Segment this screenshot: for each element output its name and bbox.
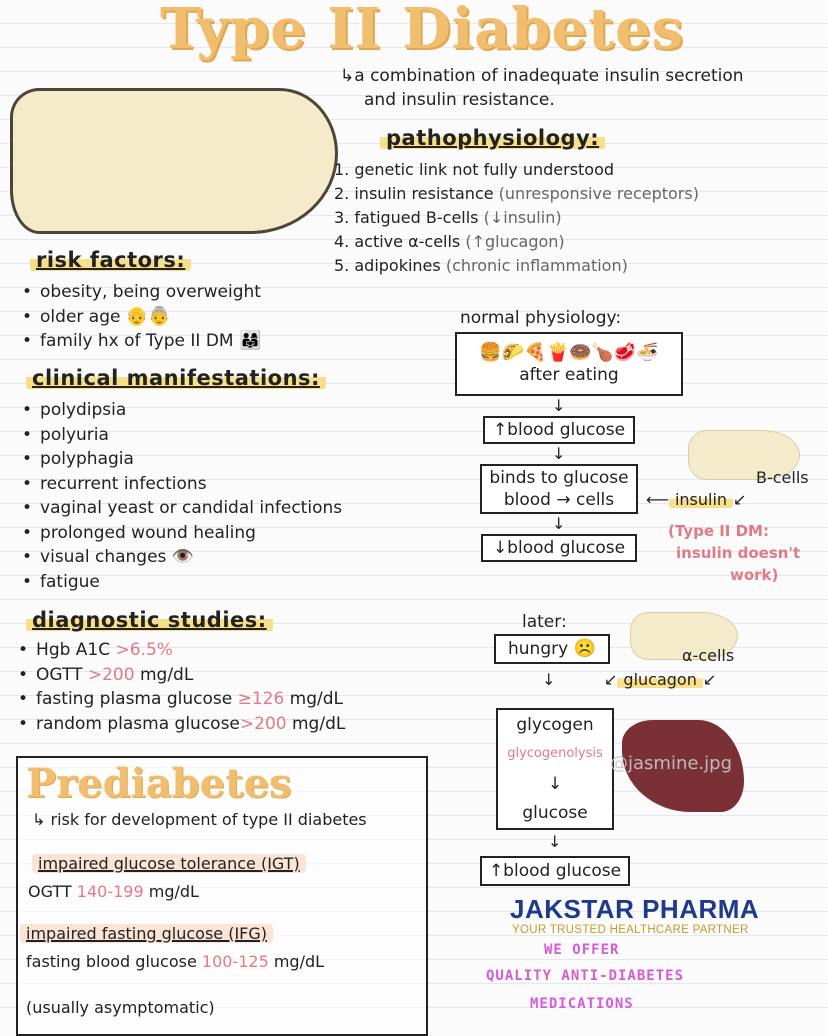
blood-glucose-up-box-2: ↑blood glucose [480,856,630,886]
pancreas-illustration [10,88,338,234]
glucagon-arrow: ↙ glucagon ↙ [604,670,717,689]
patho-item: 3. fatigued B-cells (↓insulin) [334,208,562,227]
arrow-down-icon: ↓ [552,396,566,415]
alpha-cells-label: α-cells [682,646,735,665]
patho-item: 5. adipokines (chronic inflammation) [334,256,628,275]
insulin-arrow: ⟵ insulin ↙ [646,490,747,509]
normal-physiology-heading: normal physiology: [460,308,622,328]
elderly-faces-icon: 👴👵 [125,305,171,327]
page-title: Type II Diabetes [160,0,685,62]
blood-glucose-down-box: ↓blood glucose [481,534,637,562]
eye-icon: 👁️ [171,546,195,567]
blood-glucose-up-box: ↑blood glucose [483,416,635,444]
pathophysiology-list [334,158,699,278]
list-item: • random plasma glucose>200 mg/dL [18,712,345,737]
arrow-down-icon: ↓ [548,832,562,851]
list-item: • fatigue [22,570,342,595]
type2-note: (Type II DM: insulin doesn't work) [668,522,801,584]
igt-heading: impaired glucose tolerance (IGT) [32,852,306,876]
arrow-down-icon: ↓ [552,514,566,533]
list-item: • Hgb A1C >6.5% [18,638,345,663]
hungry-box: hungry ☹️ [494,634,610,664]
arrow-icon: ↙ [604,670,618,689]
arrow-down-icon: ↓ [542,670,556,689]
after-eating-box [455,332,683,396]
list-item: • visual changes 👁️ [22,545,342,570]
arrow-icon: ↙ [733,490,747,509]
later-heading: later: [522,612,567,632]
list-item: • polyuria [22,423,342,448]
list-item: • OGTT >200 mg/dL [18,663,345,688]
ifg-heading: impaired fasting glucose (IFG) [20,922,273,946]
arrow-down-icon: ↓ [547,773,563,794]
b-cells-label: B-cells [756,468,809,487]
list-item: • obesity, being overweight [22,280,261,305]
list-item: • polydipsia [22,398,342,423]
brand-tagline: YOUR TRUSTED HEALTHCARE PARTNER [512,924,749,936]
after-eating-label: after eating [519,365,619,385]
offer-line-3: MEDICATIONS [530,996,634,1012]
clinical-manifestations-list [22,398,342,594]
prediabetes-box [16,756,428,1036]
diagnostic-studies-list [18,638,345,736]
prediabetes-risk: ↳ risk for development of type II diabetes [32,810,367,829]
food-icons: 🍔🌮🍕🍟🍩🍗🥩🍜 [479,342,659,363]
list-item: • prolonged wound healing [22,521,342,546]
offer-line-1: WE OFFER [544,942,620,958]
definition-line-1: ↳a combination of inadequate insulin secretion [340,66,744,86]
list-item: • polyphagia [22,447,342,472]
list-item: • family hx of Type II DM 👨‍👩‍👧 [22,329,261,354]
arrow-icon: ↙ [702,670,717,689]
patho-item: 4. active α-cells (↑glucagon) [334,232,565,251]
patho-item: 2. insulin resistance (unresponsive receptors) [334,184,699,203]
clinical-manifestations-heading: clinical manifestations: [26,366,326,390]
brand-logo: JAKSTAR PHARMA [510,894,760,924]
ifg-values: fasting blood glucose 100-125 mg/dL [26,952,325,971]
definition-line-2: and insulin resistance. [364,90,555,110]
arrow-left-icon: ⟵ [646,490,669,509]
risk-factors-list [22,280,261,354]
list-item: • vaginal yeast or candidal infections [22,496,342,521]
list-item: • older age 👴👵 [22,305,261,330]
pathophysiology-heading: pathophysiology: [380,126,605,150]
binds-glucose-box: binds to glucose blood → cells [480,464,638,514]
family-icon: 👨‍👩‍👧 [238,330,262,351]
diagnostic-studies-heading: diagnostic studies: [26,608,273,632]
igt-values: OGTT 140-199 mg/dL [28,882,199,901]
prediabetes-title: Prediabetes [26,760,292,807]
glycogen-box: glycogen glycogenolysis ↓ glucose [496,708,614,830]
risk-factors-heading: risk factors: [30,248,191,272]
prediabetes-note: (usually asymptomatic) [26,998,215,1017]
list-item: • recurrent infections [22,472,342,497]
arrow-down-icon: ↓ [552,444,566,463]
list-item: • fasting plasma glucose ≥126 mg/dL [18,687,345,712]
offer-line-2: QUALITY ANTI-DIABETES [486,968,685,984]
watermark: @jasmine.jpg [610,753,733,774]
patho-item: 1. genetic link not fully understood [334,160,615,179]
sad-face-icon: ☹️ [573,638,596,659]
